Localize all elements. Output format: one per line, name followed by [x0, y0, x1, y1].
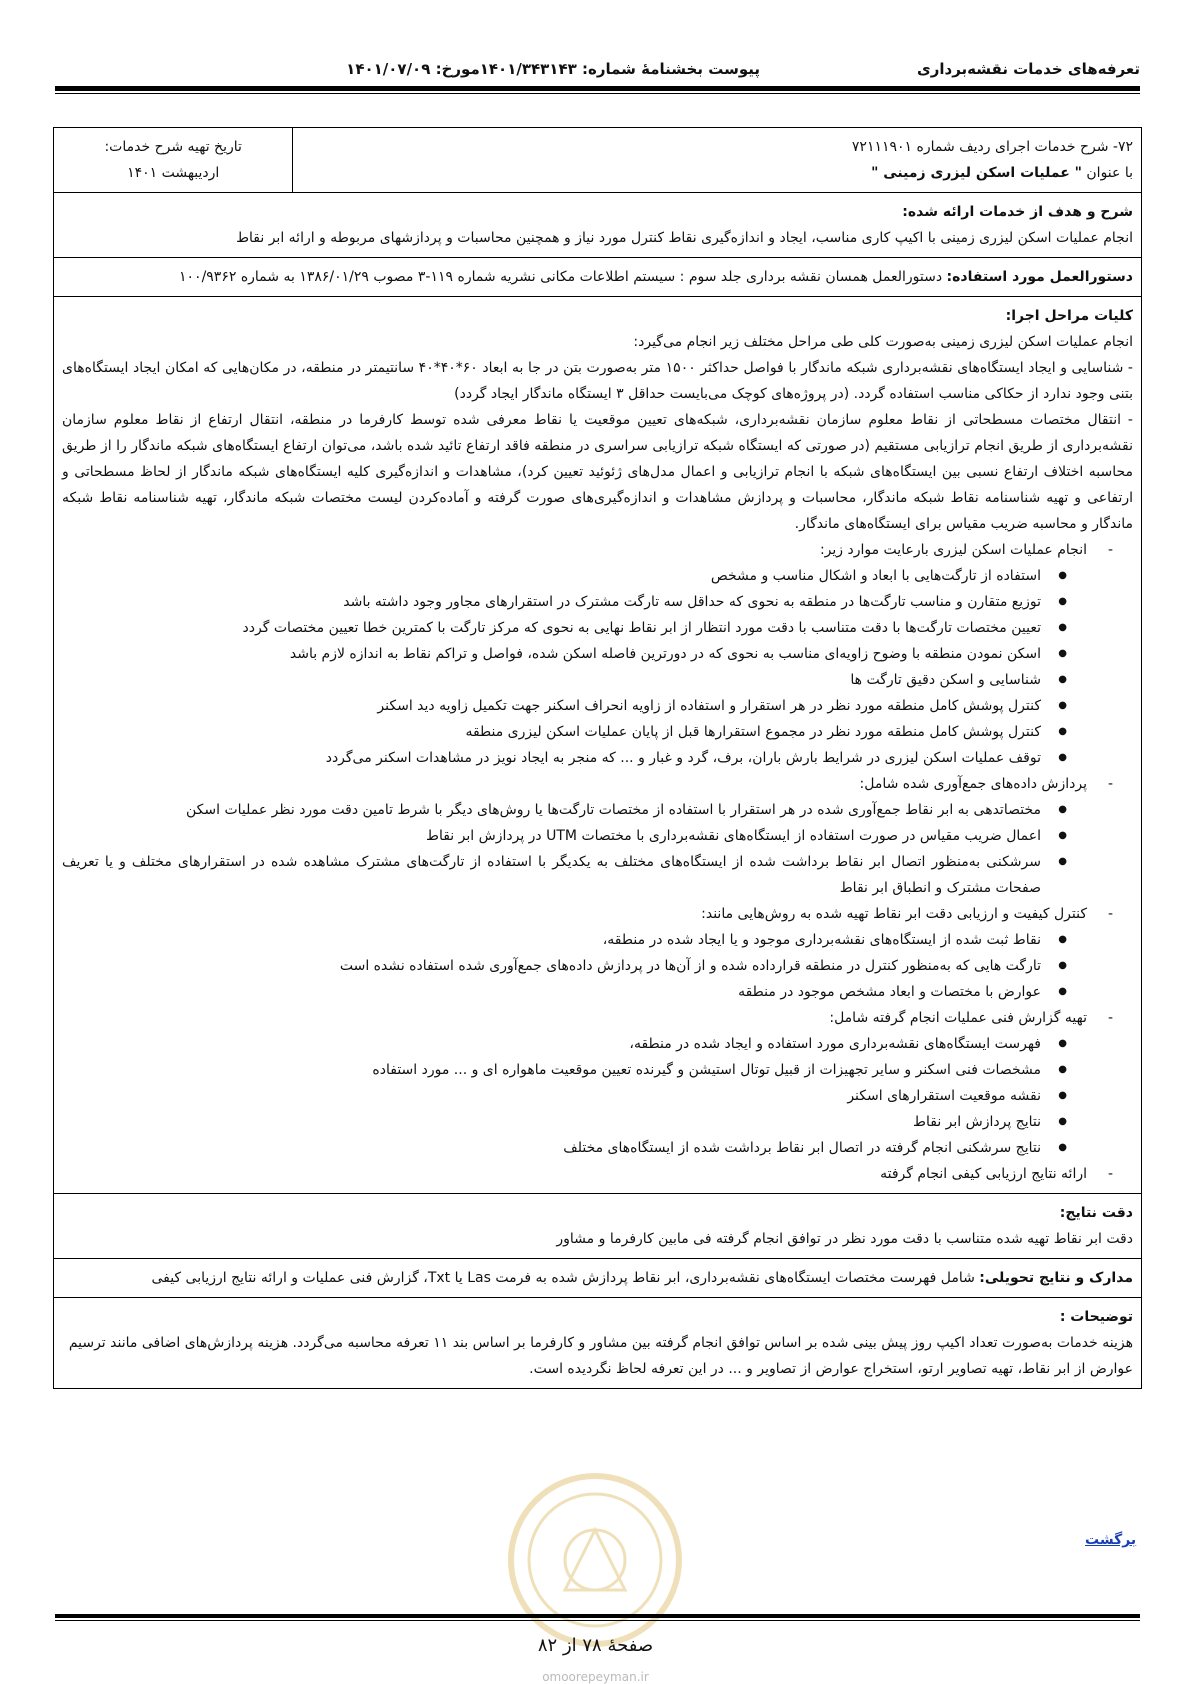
- goal-cell: [54, 193, 1142, 258]
- list-item: ● عوارض با مختصات و ابعاد مشخص موجود در منطقه: [62, 979, 1067, 1005]
- accuracy-label: دقت نتایج:: [1059, 1205, 1133, 1221]
- step-group: [62, 537, 1113, 771]
- step-items-list: [62, 927, 1087, 1005]
- instruction-row: [54, 258, 1142, 297]
- instruction-cell: [54, 258, 1142, 297]
- deliverables-label: مدارک و نتایج تحویلی:: [979, 1270, 1133, 1286]
- list-item: ● شناسایی و اسکن دقیق تارگت ها: [62, 667, 1067, 693]
- step-group: [62, 771, 1113, 901]
- step-groups-list: [62, 537, 1133, 1187]
- goal-text: انجام عملیات اسکن لیزری زمینی با اکیپ کاری مناسب، ایجاد و اندازه‌گیری نقاط کنترل مورد نیاز و همچنین محاسبات و پردازشهای مربوطه و ارائه ابر نقاط: [236, 230, 1133, 246]
- step-group-title: - انجام عملیات اسکن لیزری بارعایت موارد زیر:: [819, 542, 1087, 558]
- list-item: ● فهرست ایستگاه‌های نقشه‌برداری مورد استفاده و ایجاد شده در منطقه،: [62, 1031, 1067, 1057]
- list-item: ● سرشکنی به‌منظور اتصال ابر نقاط برداشت شده از ایستگاه‌های مختلف به یکدیگر با استفاده از تارگت‌های مشترک مشاهده شده در استقرارهای مختلف و یا تعریف صفحات مشترک و انطباق ابر نقاط: [62, 849, 1067, 901]
- goal-label: شرح و هدف از خدمات ارائه شده:: [902, 204, 1133, 220]
- step-group: [62, 1161, 1113, 1187]
- header-attachment: پیوست بخشنامۀ شماره: ۱۴۰۱/۳۴۳۱۴۳مورخ: ۱۴۰۱/۰۷/۰۹: [346, 60, 760, 78]
- list-item: ● تارگت هایی که به‌منظور کنترل در منطقه قرارداده شده و از آن‌ها در پردازش داده‌های جمع‌آوری شده استفاده نشده است: [62, 953, 1067, 979]
- row-title-line: [301, 160, 1133, 186]
- steps-cell: [54, 297, 1142, 1194]
- deliverables-text: شامل فهرست مختصات ایستگاه‌های نقشه‌برداری، ابر نقاط پردازش شده به فرمت Las یا Txt، گزارش فنی عملیات و ارائه نتایج ارزیابی کیفی: [151, 1270, 980, 1286]
- list-item: ● تعیین مختصات تارگت‌ها با دقت متناسب با دقت مورد انتظار از ابر نقاط نهایی به نحوی که مرکز تارگت با کمترین خطا تعیین مختصات گردد: [62, 615, 1067, 641]
- list-item: ● نقشه موقعیت استقرارهای اسکنر: [62, 1083, 1067, 1109]
- list-item: ● نقاط ثبت شده از ایستگاه‌های نقشه‌برداری موجود و یا ایجاد شده در منطقه،: [62, 927, 1067, 953]
- instruction-text: دستورالعمل همسان نقشه برداری جلد سوم : سیستم اطلاعات مکانی نشریه شماره ۱۱۹-۳ مصوب ۱۳۸۶/۰۱/۲۹ به شماره ۱۰۰/۹۳۶۲: [179, 269, 947, 285]
- list-item: ● استفاده از تارگت‌هایی با ابعاد و اشکال مناسب و مشخص: [62, 563, 1067, 589]
- steps-intro: انجام عملیات اسکن لیزری زمینی به‌صورت کلی طی مراحل مختلف زیر انجام می‌گیرد:: [633, 334, 1133, 350]
- list-item: ● نتایج پردازش ابر نقاط: [62, 1109, 1067, 1135]
- date-value: اردیبهشت ۱۴۰۱: [127, 165, 220, 181]
- steps-label: کلیات مراحل اجرا:: [1005, 308, 1133, 324]
- accuracy-cell: [54, 1194, 1142, 1259]
- seal-stamp-icon: [505, 1470, 685, 1650]
- steps-paragraph-1: - شناسایی و ایجاد ایستگاه‌های نقشه‌برداری شبکه ماندگار با فواصل حداکثر ۱۵۰۰ متر به‌صورت بتن در جا به ابعاد ۶۰*۴۰*۴۰ سانتیمتر در منطقه، در مکان‌هایی که امکان ایجاد ایستگاه‌های بتنی وجود ندارد از حکاکی مناسب استفاده گردد. (در پروژه‌های کوچک می‌بایست حداقل ۳ ایستگاه ماندگار ایجاد گردد): [62, 360, 1133, 402]
- notes-label: توضیحات :: [1059, 1309, 1133, 1325]
- list-item: ● اعمال ضریب مقیاس در صورت استفاده از ایستگاه‌های نقشه‌برداری با مختصات UTM در پردازش ابر نقاط: [62, 823, 1067, 849]
- step-group-title: - کنترل کیفیت و ارزیابی دقت ابر نقاط تهیه شده به روش‌هایی مانند:: [701, 906, 1087, 922]
- row-title-cell: [293, 128, 1142, 193]
- step-group: [62, 1005, 1113, 1161]
- list-item: ● نتایج سرشکنی انجام گرفته در اتصال ابر نقاط برداشت شده از ایستگاه‌های مختلف: [62, 1135, 1067, 1161]
- instruction-label: دستورالعمل مورد استفاده:: [946, 269, 1133, 285]
- header-rule-thin: [55, 93, 1140, 94]
- watermark-text: omoorepeyman.ir: [542, 1670, 649, 1684]
- step-group-title: - پردازش داده‌های جمع‌آوری شده شامل:: [859, 776, 1087, 792]
- accuracy-text: دقت ابر نقاط تهیه شده متناسب با دقت مورد نظر در توافق انجام گرفته فی مابین کارفرما و مشاور: [556, 1231, 1133, 1247]
- list-item: ● کنترل پوشش کامل منطقه مورد نظر در هر استقرار و استفاده از زاویه انحراف اسکنر جهت تکمیل زاویه دید اسکنر: [62, 693, 1067, 719]
- title-prefix: با عنوان: [1081, 165, 1133, 181]
- step-group-title: - تهیه گزارش فنی عملیات انجام گرفته شامل:: [829, 1010, 1087, 1026]
- step-items-list: [62, 797, 1087, 901]
- notes-cell: [54, 1298, 1142, 1389]
- header-rule: [55, 86, 1140, 91]
- step-group: [62, 901, 1113, 1005]
- steps-row: [54, 297, 1142, 1194]
- header-title: تعرفه‌های خدمات نقشه‌برداری: [916, 60, 1140, 78]
- step-group-title: - ارائه نتایج ارزیابی کیفی انجام گرفته: [880, 1166, 1087, 1182]
- deliverables-row: [54, 1259, 1142, 1298]
- date-label: تاریخ تهیه شرح خدمات:: [104, 139, 242, 155]
- steps-paragraph-2: - انتقال مختصات مسطحاتی از نقاط معلوم سازمان نقشه‌برداری، شبکه‌های تعیین موقعیت یا نقاط معرفی شده توسط کارفرما در منطقه، انتقال ارتفاع از نقاط معلوم سازمان نقشه‌برداری از طریق انجام ترازیابی مستقیم (در صورتی که ایستگاه شبکه ترازیابی سراسری در منطقه فاقد ارتفاع تائید شده باشد، می‌توان ارتفاع ایستگاه‌های شبکه ماندگار را از طریق محاسبه اختلاف ارتفاع نسبی بین ایستگاه‌های شبکه با انجام ترازیابی و اعمال مدل‌های ژئوئید تعیین کرد)، مشاهدات و اندازه‌گیری کلیه ایستگاه‌های شبکه ماندگار از لحاظ مسطحاتی و ارتفاعی و تهیه شناسنامه نقاط شبکه ماندگار، محاسبات و پردازش مشاهدات و اندازه‌گیری‌های صورت گرفته و آماده‌کردن لیست مختصات شبکه ماندگار، تهیه شناسنامه نقاط شبکه ماندگار و محاسبه ضریب مقیاس برای ایستگاه‌های ماندگار.: [62, 412, 1133, 532]
- page-number: صفحۀ ۷۸ از ۸۲: [537, 1635, 654, 1656]
- list-item: ● اسکن نمودن منطقه با وضوح زاویه‌ای مناسب به نحوی که در دورترین فاصله اسکن شده، فواصل و تراکم نقاط به اندازه لازم باشد: [62, 641, 1067, 667]
- list-item: ● مختصاتدهی به ابر نقاط جمع‌آوری شده در هر استقرار با استفاده از مختصات تارگت‌ها یا روش‌های دیگر با شرط تامین دقت مورد نظر عملیات اسکن: [62, 797, 1067, 823]
- footer-rule-thin: [55, 1620, 1140, 1621]
- step-items-list: [62, 563, 1087, 771]
- notes-row: [54, 1298, 1142, 1389]
- back-link[interactable]: برگشت: [1085, 1532, 1137, 1548]
- notes-text: هزینه خدمات به‌صورت تعداد اکیپ روز پیش بینی شده بر اساس توافق انجام گرفته بین مشاور و کارفرما بر اساس بند ۱۱ تعرفه محاسبه می‌گردد. هزینه پردازش‌های اضافی مانند ترسیم عوارض از ابر نقاط، تهیه تصاویر ارتو، استخراج عوارض از تصاویر و ... در این تعرفه لحاظ نگردیده است.: [68, 1335, 1133, 1377]
- accuracy-row: [54, 1194, 1142, 1259]
- service-table: [53, 127, 1142, 1389]
- list-item: ● مشخصات فنی اسکنر و سایر تجهیزات از قبیل توتال استیشن و گیرنده تعیین موقعیت ماهواره ای و ... مورد استفاده: [62, 1057, 1067, 1083]
- goal-row: [54, 193, 1142, 258]
- step-items-list: [62, 1031, 1087, 1161]
- list-item: ● توقف عملیات اسکن لیزری در شرایط بارش باران، برف، گرد و غبار و ... که منجر به ایجاد نویز در مشاهدات اسکنر می‌گردد: [62, 745, 1067, 771]
- footer-rule: [55, 1614, 1140, 1618]
- deliverables-cell: [54, 1259, 1142, 1298]
- title-row: [54, 128, 1142, 193]
- page-header: [55, 60, 1140, 84]
- service-title: " عملیات اسکن لیزری زمینی ": [871, 165, 1082, 181]
- list-item: ● توزیع متقارن و مناسب تارگت‌ها در منطقه به نحوی که حداقل سه تارگت مشترک در استقرارهای مجاور وجود داشته باشد: [62, 589, 1067, 615]
- list-item: ● کنترل پوشش کامل منطقه مورد نظر در مجموع استقرارها قبل از پایان عملیات اسکن لیزری منطقه: [62, 719, 1067, 745]
- date-cell: [54, 128, 293, 193]
- row-number-line: ۷۲- شرح خدمات اجرای ردیف شماره ۷۲۱۱۱۹۰۱: [851, 139, 1133, 155]
